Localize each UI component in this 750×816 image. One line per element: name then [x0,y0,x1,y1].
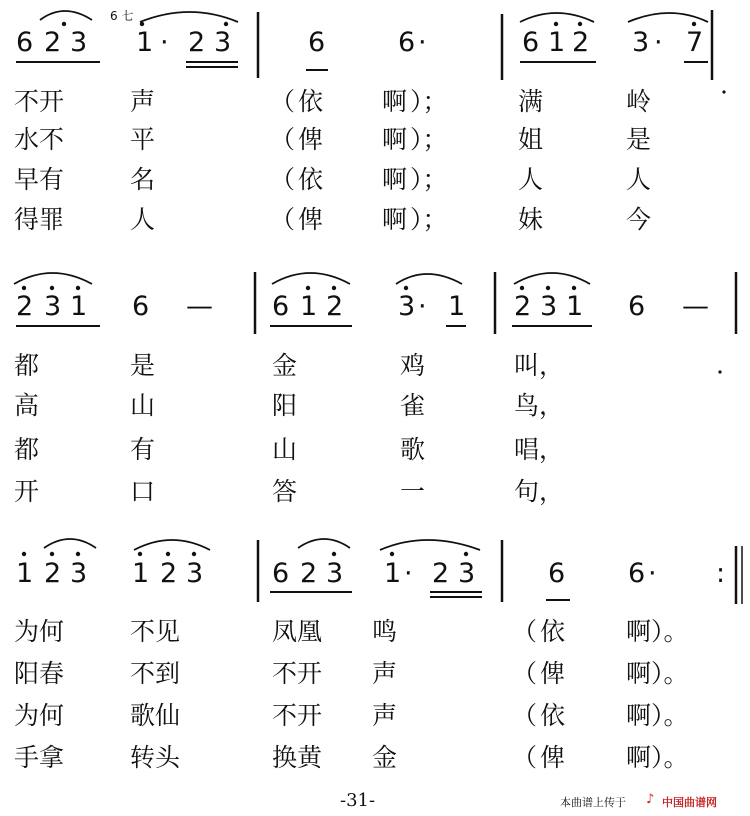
lyric: 高 [14,391,40,420]
lyric: 口 [130,477,156,506]
note: 1 [300,291,318,322]
lyric: 都 [14,435,40,464]
note: 1 [16,558,34,589]
lyric: 啊 [382,165,408,194]
lyric: （ [270,165,296,194]
lyric: 鸡 [400,351,426,380]
note: 3 [326,558,344,589]
lyric: 有 [130,435,156,464]
dot: · [160,27,169,58]
lyric: （ [270,205,296,234]
lyric: 啊）。 [626,743,689,772]
note: 1 [132,558,150,589]
lyric: 不开 [14,87,65,116]
note: 3 [458,558,476,589]
lyric: 依 [298,87,324,116]
bar-lines [255,10,742,604]
dot: · [654,27,663,58]
lyric: （ [512,743,538,772]
lyric: 不开 [272,701,323,730]
dot: · [418,27,427,58]
lyric: 俾 [540,659,566,688]
lyric: 啊）。 [626,659,689,688]
note: 1 [384,558,402,589]
lyric: 鸣 [372,617,398,646]
note: 6 [628,558,646,589]
lyric: 不见 [130,617,181,646]
lyric: 满 [518,87,544,116]
note: 2 [44,558,62,589]
lyric: 名 [130,165,156,194]
note: 7 [686,27,704,58]
lyric: 声 [372,659,398,688]
lyric: 鸟， [514,391,565,420]
lyric: 不开 [272,659,323,688]
lyric: （ [512,617,538,646]
note: 2 [188,27,206,58]
lyric: 啊）。 [626,701,689,730]
lyric: 为何 [14,701,65,730]
underlines [16,62,708,600]
lyric: 岭 [626,87,652,116]
lyric: 金 [372,743,398,772]
lyric: 一 [400,477,426,506]
note: 1 [70,291,88,322]
lyric: 是 [626,125,652,154]
grace-note: 6 七 [110,9,134,23]
lyric: 依 [540,701,566,730]
lyric: （ [512,659,538,688]
note: 6 [628,291,646,322]
lyric: 凤凰 [272,617,323,646]
note: 3 [632,27,650,58]
lyric: 雀 [400,391,426,420]
note: 6 [272,291,290,322]
lyric: 不到 [130,659,181,688]
dot: · [418,291,427,322]
note: 3 [540,291,558,322]
lyric: 山 [130,391,156,420]
lyric: 歌仙 [130,701,181,730]
note: 6 [272,558,290,589]
lyric: 啊 [382,87,408,116]
lyric: 声 [372,701,398,730]
note: 3 [186,558,204,589]
lyric: 啊）。 [626,617,689,646]
lyric: 水不 [14,125,65,154]
slurs [14,11,708,550]
lyric: （ [270,87,296,116]
lyric: 依 [540,617,566,646]
note: 3 [70,27,88,58]
page-number: -31- [340,790,376,811]
lyric: 唱， [514,435,565,464]
note: 6 [398,27,416,58]
lyric: 妹 [518,205,544,234]
note: 6 [548,558,566,589]
note: 1 [448,291,466,322]
lyric: 声 [130,87,156,116]
note: 1 [566,291,584,322]
note: 6 [308,27,326,58]
lyric: 阳 [272,391,298,420]
lyric: （ [512,701,538,730]
lyric: 金 [272,351,298,380]
dot: · [404,558,413,589]
lyric: 人 [518,165,544,194]
lyric: 人 [130,205,156,234]
note: 6 [16,27,34,58]
lyric: 俾 [298,205,324,234]
note: 2 [16,291,34,322]
note: 2 [326,291,344,322]
dash: — [186,291,213,322]
repeat-sign: : [716,558,726,589]
lyric: 俾 [540,743,566,772]
lyric: 转头 [130,743,181,772]
note: 2 [572,27,590,58]
lyric: 姐 [518,125,544,154]
lyric: 人 [626,165,652,194]
lyric: 歌 [400,435,426,464]
site-logo-icon: ♪ [646,792,655,807]
note: 3 [70,558,88,589]
upload-credit: 本曲谱上传于 [560,796,626,809]
lyric: 俾 [298,125,324,154]
note: 2 [514,291,532,322]
lyric: 得罪 [14,205,65,234]
note: 2 [300,558,318,589]
lyric: ）； [410,205,448,234]
note: 2 [160,558,178,589]
lyric: 啊 [382,205,408,234]
note: 1 [548,27,566,58]
lyric: 都 [14,351,40,380]
lyric: 换黄 [272,743,323,772]
lyric: 手拿 [14,743,65,772]
lyric: 是 [130,351,156,380]
note: 2 [432,558,450,589]
lyric: 依 [298,165,324,194]
lyric: 为何 [14,617,65,646]
note: 6 [132,291,150,322]
lyric: 句， [514,477,565,506]
lyric: 叫， [514,351,565,380]
note: 6 [522,27,540,58]
dot: · [648,558,657,589]
site-name: 中国曲谱网 [662,796,717,809]
lyric: 平 [130,125,156,154]
lyric: 早有 [14,165,65,194]
lyric: 啊 [382,125,408,154]
note: 2 [44,27,62,58]
lyric: 今 [626,205,652,234]
note: 3 [398,291,416,322]
octave-dots [22,22,726,556]
lyric: 开 [14,477,40,506]
note: 3 [44,291,62,322]
lyric: ）； [410,125,448,154]
lyric: ）； [410,165,448,194]
lyric: 答 [272,477,298,506]
lyric: （ [270,125,296,154]
dash: — [682,291,709,322]
note: 3 [214,27,232,58]
note: 1 [136,27,154,58]
lyric: 山 [272,435,298,464]
lyric: ）； [410,87,448,116]
lyric: 阳春 [14,659,65,688]
